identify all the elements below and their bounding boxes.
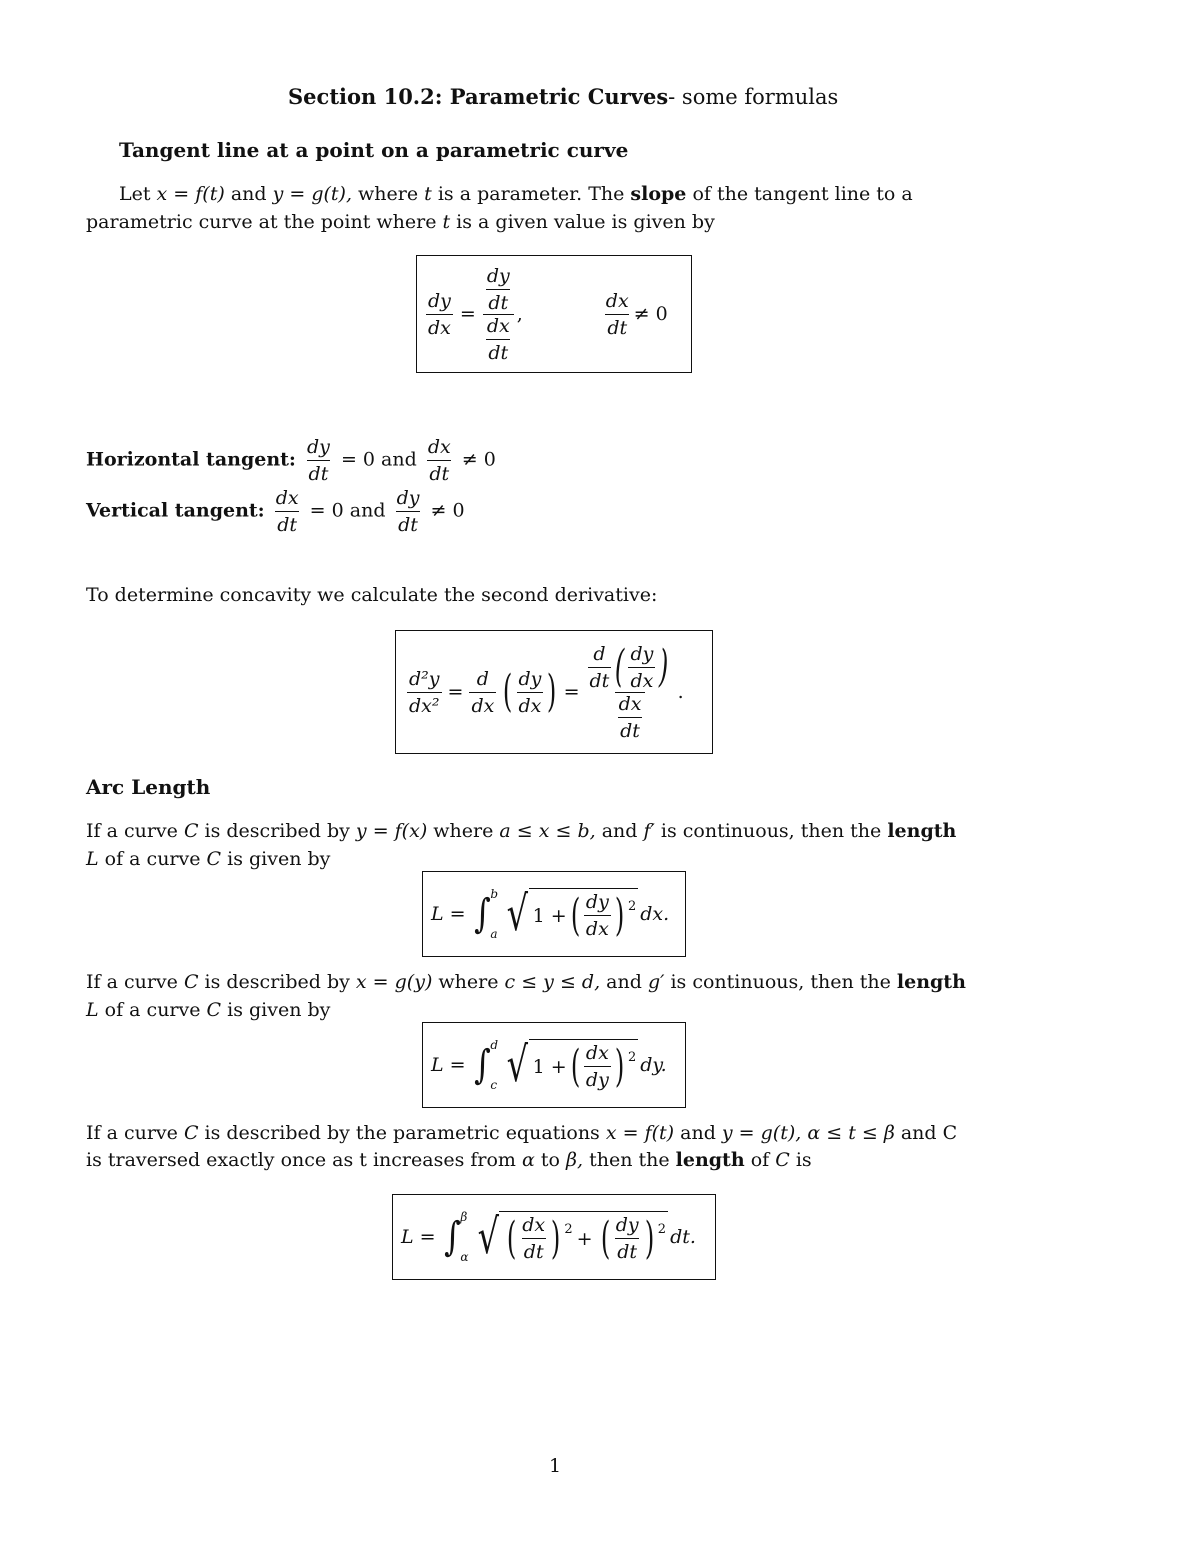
arc-paragraph2-line1: If a curve C is described by x = g(y) where c ≤ y ≤ d, and g′ is continuous, then the length <box>86 971 966 993</box>
dx-dt-fraction: $\frac{dx}{dt}$ <box>605 289 629 339</box>
comma: , <box>516 303 523 325</box>
vertical-tangent-label: Vertical tangent: <box>86 499 265 522</box>
text-let: Let <box>119 183 151 205</box>
title-suffix: - some formulas <box>668 85 839 109</box>
second-derivative-compound: $\frac{d}{dt}$ ( $\frac{dy}{dx}$ ) $\frac{dx}{dt}$ <box>589 641 669 742</box>
text-slope: slope <box>630 183 687 205</box>
arc-paragraph3-line1: If a curve C is described by the parametric equations x = f(t) and y = g(t), α ≤ t ≤ β and C <box>86 1122 958 1144</box>
arc-length-formula-x-box: L = ∫ b a √ 1 + ( $\frac{dy}{dx}$ ) 2 dx. <box>422 871 686 957</box>
arc-length-formula-parametric-box: L = ∫ β α √ ( $\frac{dx}{dt}$ ) 2 + ( $\frac{dy}{dt}$ ) 2 dt. <box>392 1194 716 1280</box>
arc-paragraph1-line2: L of a curve C is given by <box>86 848 331 870</box>
eq-y-gt: y = g(t), <box>272 183 352 205</box>
title-section: Section 10.2: Parametric Curves <box>288 84 669 109</box>
concavity-formula-box: $\frac{\text{d²y}}{\text{dx²}}$ = $\frac{d}{dx}$ ( $\frac{dy}{dx}$ ) = $\frac{d}{dt}$ ( $\frac{dy}{dx}$ ) $\frac{dx}{dt}$ . <box>395 630 713 754</box>
tangent-paragraph-line1 <box>119 180 913 208</box>
arc-paragraph2-line2: L of a curve C is given by <box>86 999 331 1021</box>
var-t: t <box>424 183 432 205</box>
text-given-value: is a given value is given by <box>456 211 715 233</box>
page-title <box>288 84 838 109</box>
horizontal-tangent-label: Horizontal tangent: <box>86 448 296 471</box>
horizontal-tangent-line: Horizontal tangent: $\frac{dy}{dt}$ = 0 and $\frac{dx}{dt}$ ≠ 0 <box>86 436 496 485</box>
vertical-tangent-line: Vertical tangent: $\frac{dx}{dt}$ = 0 and $\frac{dy}{dt}$ ≠ 0 <box>86 487 465 536</box>
equals-sign: = <box>459 303 476 325</box>
arc-length-heading: Arc Length <box>86 775 211 799</box>
page-number: 1 <box>549 1455 562 1477</box>
tangent-paragraph-line2 <box>86 208 715 236</box>
text-and: and <box>230 183 267 205</box>
eq-x-ft: x = f(t) <box>156 183 225 205</box>
text-parametric-curve: parametric curve at the point where <box>86 211 437 233</box>
slope-formula-box <box>416 255 692 373</box>
tangent-heading: Tangent line at a point on a parametric curve <box>119 138 629 162</box>
text-where: where <box>358 183 419 205</box>
arc-paragraph3-line2: is traversed exactly once as t increases from α to β, then the length of C is <box>86 1149 812 1171</box>
var-t: t <box>442 211 451 233</box>
arc-length-formula-y-box: L = ∫ d c √ 1 + ( $\frac{dx}{dy}$ ) 2 dy. <box>422 1022 686 1108</box>
not-equal-zero: ≠ 0 <box>633 303 668 325</box>
concavity-text: To determine concavity we calculate the second derivative: <box>86 584 658 606</box>
text-parameter: is a parameter. The <box>437 183 625 205</box>
compound-fraction: $\frac{\frac{dy}{dt}}{\frac{dx}{dt}}$ <box>483 265 514 364</box>
arc-paragraph1-line1: If a curve C is described by y = f(x) where a ≤ x ≤ b, and f′ is continuous, then the length <box>86 820 957 842</box>
dy-dx-fraction: $\frac{dy}{dx}$ <box>428 289 451 339</box>
text-tangent-line: of the tangent line to a <box>692 183 913 205</box>
